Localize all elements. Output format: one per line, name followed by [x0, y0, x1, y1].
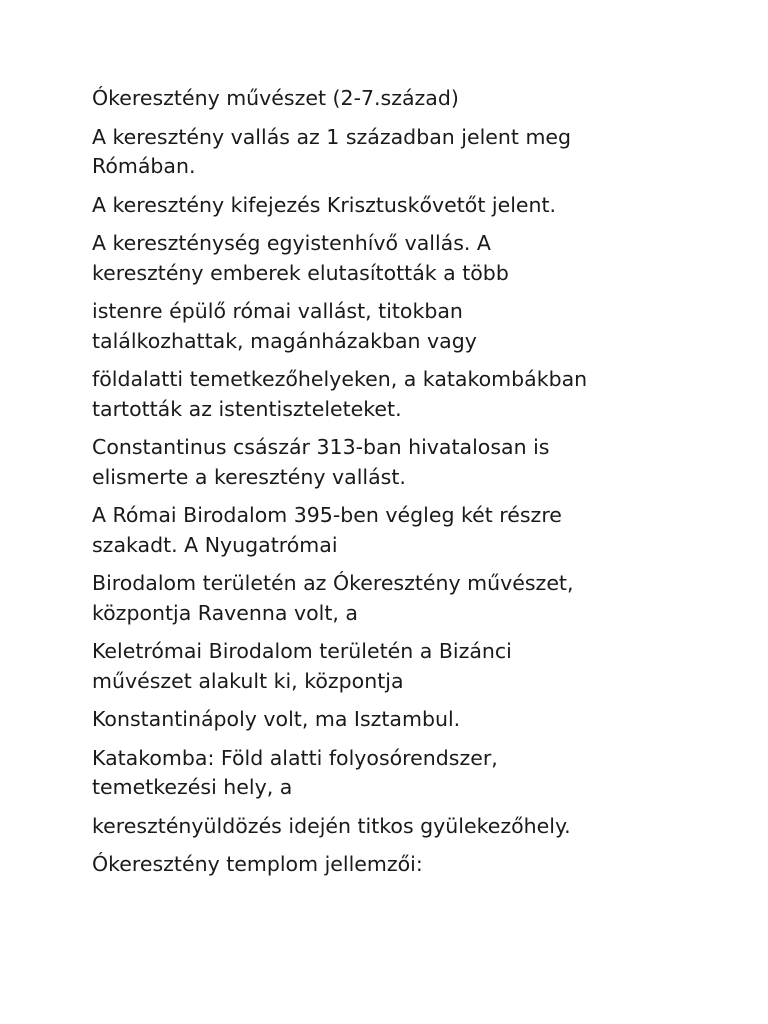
- paragraph: istenre épülő római vallást, titokban találkozhattak, magánházakban vagy: [92, 299, 477, 353]
- paragraph: Birodalom területén az Ókeresztény művészet, központja Ravenna volt, a: [92, 571, 574, 625]
- paragraph: A keresztény vallás az 1 században jelent meg Rómában.: [92, 124, 572, 178]
- paragraph: földalatti temetkezőhelyeken, a katakombákban tartották az istentiszteleteket.: [92, 367, 588, 421]
- paragraph: Ókeresztény templom jellemzői:: [92, 852, 423, 876]
- paragraph: Constantinus császár 313-ban hivatalosan is elismerte a keresztény vallást.: [92, 435, 550, 489]
- paragraph: A Római Birodalom 395-ben végleg két részre szakadt. A Nyugatrómai: [92, 503, 562, 557]
- document-page: [92, 84, 692, 889]
- paragraph-title: Ókeresztény művészet (2-7.század): [92, 86, 459, 110]
- paragraph: A kereszténység egyistenhívő vallás. A keresztény emberek elutasították a több: [92, 231, 509, 285]
- paragraph: Katakomba: Föld alatti folyosórendszer, temetkezési hely, a: [92, 745, 498, 799]
- paragraph: Konstantinápoly volt, ma Isztambul.: [92, 707, 461, 731]
- paragraph: keresztényüldözés idején titkos gyülekezőhely.: [92, 813, 571, 838]
- paragraph: A keresztény kifejezés Krisztuskővetőt jelent.: [92, 192, 557, 217]
- paragraph: Keletrómai Birodalom területén a Bizánci művészet alakult ki, központja: [92, 639, 512, 693]
